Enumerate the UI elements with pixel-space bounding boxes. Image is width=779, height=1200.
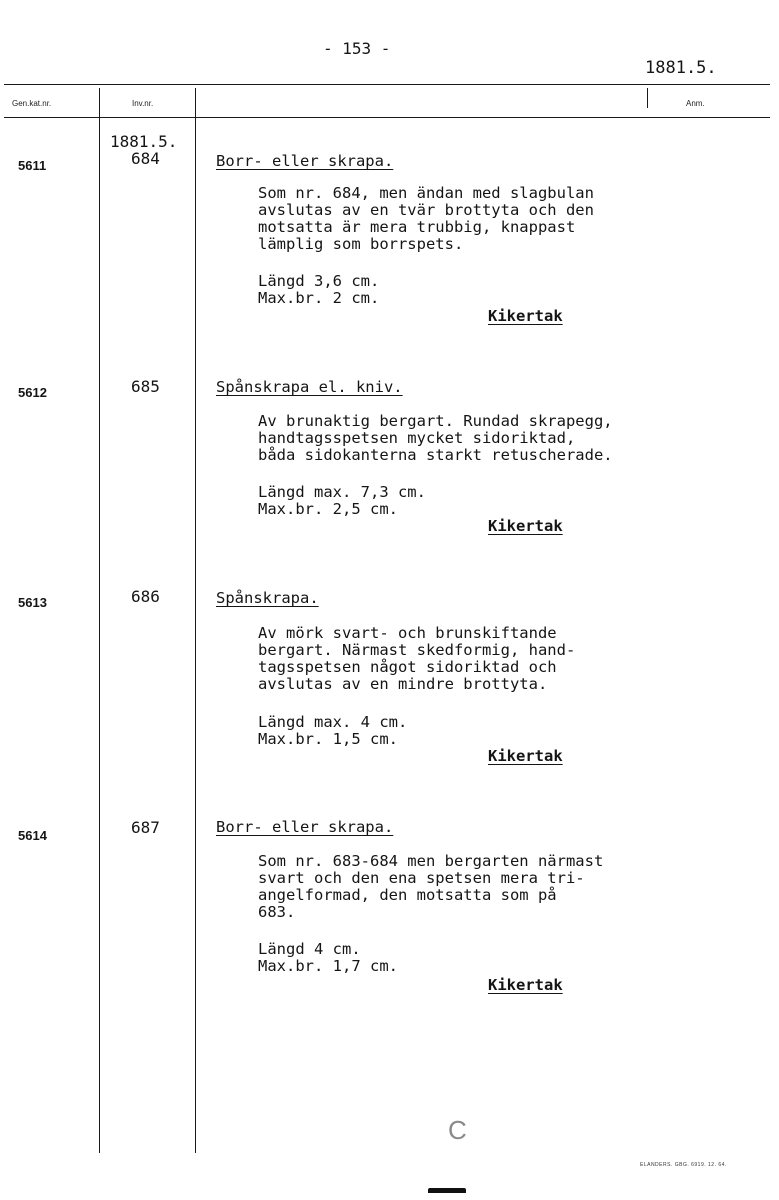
col-header-anm: Anm. (686, 99, 705, 108)
gen-kat-nr: 5611 (18, 158, 47, 173)
entry-length: Längd max. 7,3 cm. (258, 483, 426, 501)
inv-nr: 687 (131, 818, 160, 837)
inv-nr: 684 (131, 149, 160, 168)
entry-desc-line: svart och den ena spetsen mera tri- (258, 869, 585, 887)
binding-mark (428, 1188, 466, 1193)
entry-desc-line: Som nr. 684, men ändan med slagbulan (258, 184, 594, 202)
entry-width: Max.br. 1,7 cm. (258, 957, 398, 975)
entry-length: Längd 4 cm. (258, 940, 361, 958)
top-rule (4, 84, 770, 85)
col-header-inv: Inv.nr. (132, 99, 154, 108)
gen-kat-nr: 5612 (18, 385, 47, 400)
inv-nr: 685 (131, 377, 160, 396)
entry-desc-line: angelformad, den motsatta som på (258, 886, 557, 904)
entry-desc-line: tagsspetsen något sidoriktad och (258, 658, 557, 676)
header-rule (4, 117, 770, 118)
inv-nr: 686 (131, 587, 160, 606)
entry-place: Kikertak (488, 307, 563, 325)
entry-width: Max.br. 1,5 cm. (258, 730, 398, 748)
entry-desc-line: lämplig som borrspets. (258, 235, 464, 253)
entry-desc-line: motsatta är mera trubbig, knappast (258, 218, 576, 236)
entry-width: Max.br. 2 cm. (258, 289, 380, 307)
entry-year-note: 1881.5. (110, 132, 178, 151)
entry-desc-line: båda sidokanterna starkt retuscherade. (258, 446, 613, 464)
entry-desc-line: avslutas av en mindre brottyta. (258, 675, 548, 693)
gen-kat-nr: 5614 (18, 828, 47, 843)
entry-desc-line: handtagsspetsen mycket sidoriktad, (258, 429, 576, 447)
entry-width: Max.br. 2,5 cm. (258, 500, 398, 518)
entry-length: Längd max. 4 cm. (258, 713, 408, 731)
entry-place: Kikertak (488, 976, 563, 994)
entry-place: Kikertak (488, 747, 563, 765)
entry-title: Spånskrapa el. kniv. (216, 378, 403, 396)
entry-length: Längd 3,6 cm. (258, 272, 380, 290)
entry-desc-line: bergart. Närmast skedformig, hand- (258, 641, 576, 659)
entry-title: Spånskrapa. (216, 589, 319, 607)
entry-desc-line: avslutas av en tvär brottyta och den (258, 201, 594, 219)
entry-title: Borr- eller skrapa. (216, 818, 394, 836)
entry-desc-line: 683. (258, 903, 296, 921)
entry-desc-line: Av mörk svart- och brunskiftande (258, 624, 557, 642)
year-header: 1881.5. (645, 58, 717, 78)
gen-kat-nr: 5613 (18, 595, 47, 610)
entry-place: Kikertak (488, 517, 563, 535)
pencil-mark: C (448, 1115, 467, 1145)
col-header-gen: Gen.kat.nr. (12, 99, 52, 108)
entry-title: Borr- eller skrapa. (216, 152, 394, 170)
gen-inv-divider (99, 88, 100, 1153)
page-number: - 153 - (323, 39, 391, 58)
inv-text-divider (195, 88, 196, 1153)
anm-divider (647, 88, 648, 108)
entry-desc-line: Som nr. 683-684 men bergarten närmast (258, 852, 604, 870)
printer-imprint: ELANDERS. GBG. 6919. 12. 64. (640, 1162, 727, 1168)
entry-desc-line: Av brunaktig bergart. Rundad skrapegg, (258, 412, 613, 430)
